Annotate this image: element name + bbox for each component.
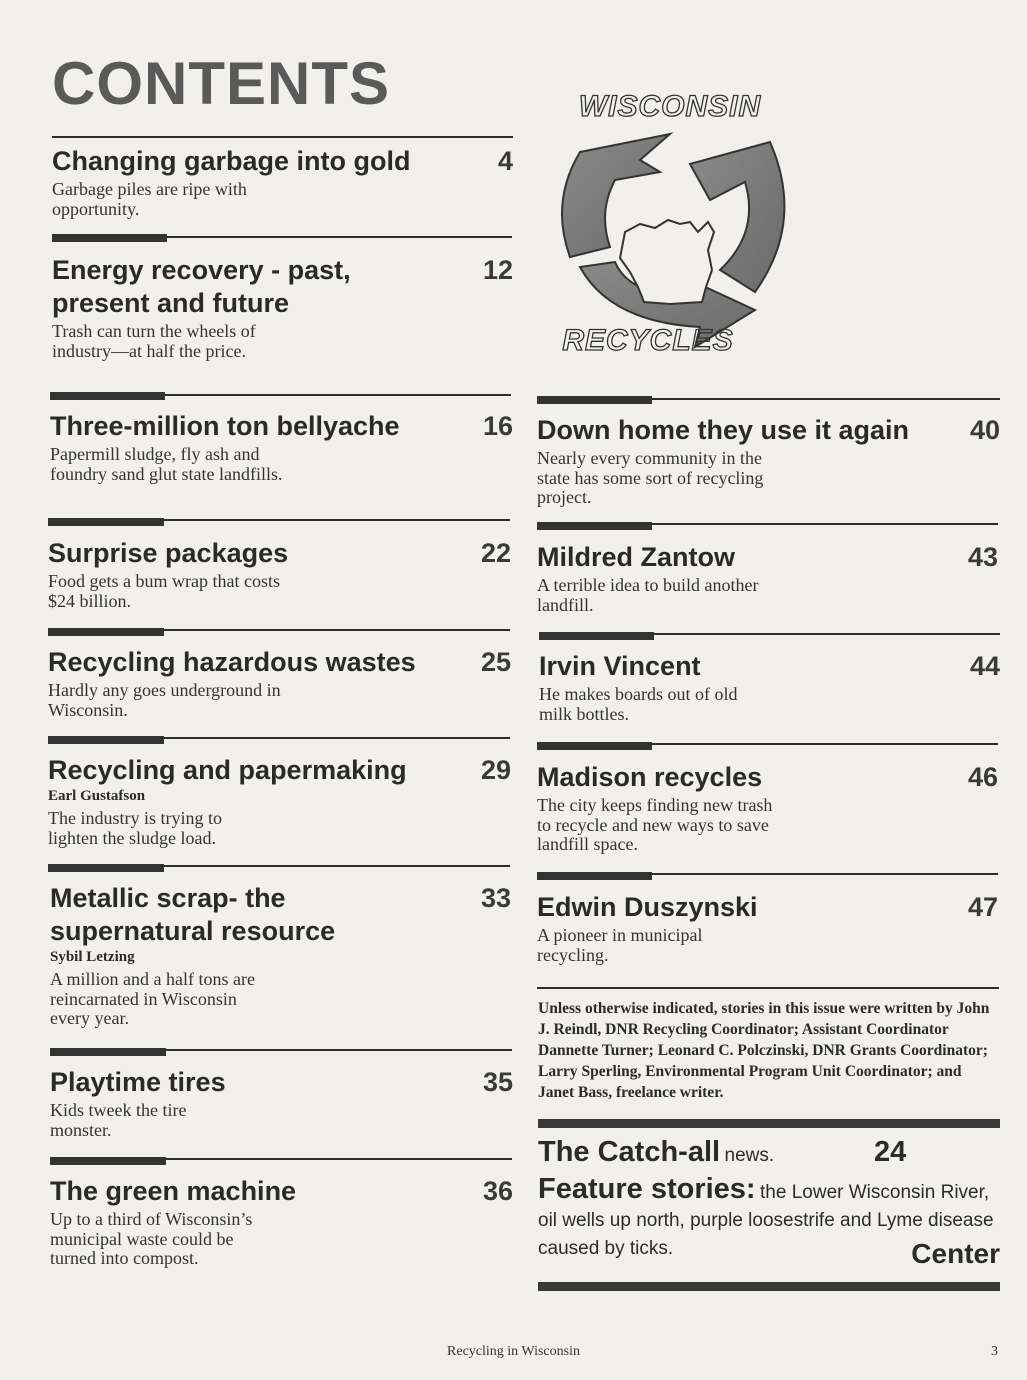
toc-entry[interactable] [537, 761, 998, 855]
toc-entry[interactable] [50, 410, 513, 484]
divider [164, 629, 510, 631]
entry-blurb: Kids tweek the tire monster. [50, 1100, 187, 1140]
entry-page: 16 [482, 411, 513, 441]
entry-title: Down home they use it again [537, 415, 910, 445]
entry-page: 22 [480, 538, 511, 568]
entry-page: 33 [480, 883, 511, 913]
news-section[interactable] [538, 1136, 1000, 1269]
divider-bar [539, 632, 654, 640]
divider [166, 1049, 512, 1051]
toc-entry[interactable] [537, 414, 1000, 508]
divider-bar [537, 396, 652, 404]
entry-blurb: Trash can turn the wheels of industry—at half the price. [52, 321, 256, 361]
toc-entry[interactable] [537, 891, 998, 965]
author-credits: Unless otherwise indicated, stories in this issue were written by John J. Reindl, DNR Recycling Coordinator; Assistant Coordinator Dannette Turner; Leonard C. Polczinski, DNR Grants Coordinator; Larry Sperling, Environmental Program Unit Coordinator; and Janet Bass, freelance writer. [538, 1000, 990, 1101]
entry-title: Edwin Duszynski [537, 892, 758, 922]
entry-blurb: The industry is trying to lighten the sludge load. [48, 808, 222, 848]
divider [166, 1158, 512, 1160]
feature-line [538, 1173, 1000, 1269]
logo-bottom-text: RECYCLES [562, 324, 734, 357]
entry-title: Energy recovery - past, present and future [52, 255, 351, 318]
toc-entry[interactable] [50, 1066, 513, 1140]
toc-entry[interactable] [537, 541, 998, 615]
entry-blurb: Up to a third of Wisconsin’s municipal waste could be turned into compost. [50, 1209, 253, 1268]
feature-text: the Lower Wisconsin River, oil wells up north, purple loosestrife and Lyme disease caused by ticks. [538, 1182, 994, 1259]
divider-bar [50, 1048, 166, 1056]
divider [164, 865, 510, 867]
divider [537, 987, 999, 989]
entry-page: 36 [482, 1176, 513, 1206]
entry-title: The green machine [50, 1176, 297, 1206]
entry-blurb: Nearly every community in the state has some sort of recycling project. [537, 448, 764, 507]
entry-title: Recycling hazardous wastes [48, 647, 416, 677]
toc-entry[interactable] [50, 1175, 513, 1269]
divider [164, 519, 510, 521]
entry-page: 35 [482, 1067, 513, 1097]
entry-page: 12 [482, 255, 513, 285]
toc-entry[interactable] [52, 254, 513, 361]
entry-blurb: A terrible idea to build another landfill. [537, 575, 759, 615]
catchall-title: The Catch-all [538, 1136, 721, 1168]
toc-entry[interactable] [50, 882, 511, 1029]
entry-author: Earl Gustafson [48, 788, 146, 804]
divider [167, 236, 512, 238]
divider-bar [48, 628, 164, 636]
entry-blurb: The city keeps finding new trash to recycle and new ways to save landfill space. [537, 795, 773, 854]
entry-title: Mildred Zantow [537, 542, 735, 572]
entry-page: 43 [967, 542, 998, 572]
entry-blurb: Papermill sludge, fly ash and foundry sand glut state landfills. [50, 444, 283, 484]
toc-entry[interactable] [48, 754, 511, 848]
entry-page: 44 [969, 651, 1000, 681]
entry-title: Playtime tires [50, 1067, 226, 1097]
divider-bar [48, 518, 164, 526]
entry-page: 29 [480, 755, 511, 785]
entry-title: Recycling and papermaking [48, 755, 407, 785]
divider-bar [50, 392, 165, 400]
entry-author: Sybil Letzing [50, 949, 135, 965]
entry-title: Madison recycles [537, 762, 763, 792]
entry-page: 25 [480, 647, 511, 677]
divider [52, 136, 513, 138]
entry-title: Three-million ton bellyache [50, 411, 400, 441]
entry-blurb: Food gets a bum wrap that costs $24 billion. [48, 571, 280, 611]
divider [164, 737, 510, 739]
divider [654, 633, 1000, 635]
entry-title: Metallic scrap- the supernatural resource [50, 883, 336, 946]
divider-bar [537, 742, 652, 750]
toc-entry[interactable] [539, 650, 1000, 724]
entry-blurb: Hardly any goes underground in Wisconsin. [48, 680, 281, 720]
entry-page: 46 [967, 762, 998, 792]
catchall-suffix: news. [724, 1145, 775, 1166]
feature-title: Feature stories: [538, 1173, 756, 1205]
divider [652, 398, 1000, 400]
divider [652, 873, 998, 875]
catchall-page: 24 [874, 1136, 907, 1168]
footer-page-number: 3 [991, 1344, 998, 1359]
left-column [48, 0, 513, 1380]
logo-top-text: WISCONSIN [578, 90, 762, 123]
feature-page: Center [911, 1238, 1000, 1269]
entry-blurb: A pioneer in municipal recycling. [537, 925, 703, 965]
divider [652, 743, 998, 745]
divider [165, 394, 511, 396]
divider [652, 523, 998, 525]
entry-blurb: A million and a half tons are reincarnated in Wisconsin every year. [50, 969, 255, 1028]
entry-blurb: He makes boards out of old milk bottles. [539, 684, 738, 724]
entry-page: 47 [967, 892, 998, 922]
divider-bar-full [538, 1119, 1000, 1128]
contents-heading: CONTENTS [52, 50, 390, 117]
divider-bar [537, 522, 652, 530]
divider-bar [48, 736, 164, 744]
entry-title: Irvin Vincent [539, 651, 701, 681]
divider-bar [52, 234, 167, 242]
divider-bar [50, 1157, 166, 1165]
catchall-line [538, 1136, 1000, 1172]
footer-publication: Recycling in Wisconsin [447, 1344, 580, 1359]
entry-page: 40 [969, 415, 1000, 445]
entry-page: 4 [497, 146, 513, 176]
entry-title: Surprise packages [48, 538, 289, 568]
divider-bar [537, 872, 652, 880]
toc-entry[interactable] [48, 537, 511, 611]
entry-blurb: Garbage piles are ripe with opportunity. [52, 179, 247, 219]
toc-entry[interactable] [48, 646, 511, 720]
toc-entry[interactable] [52, 145, 513, 219]
divider-bar [48, 864, 164, 872]
divider-bar-full [538, 1282, 1000, 1291]
entry-title: Changing garbage into gold [52, 146, 411, 176]
